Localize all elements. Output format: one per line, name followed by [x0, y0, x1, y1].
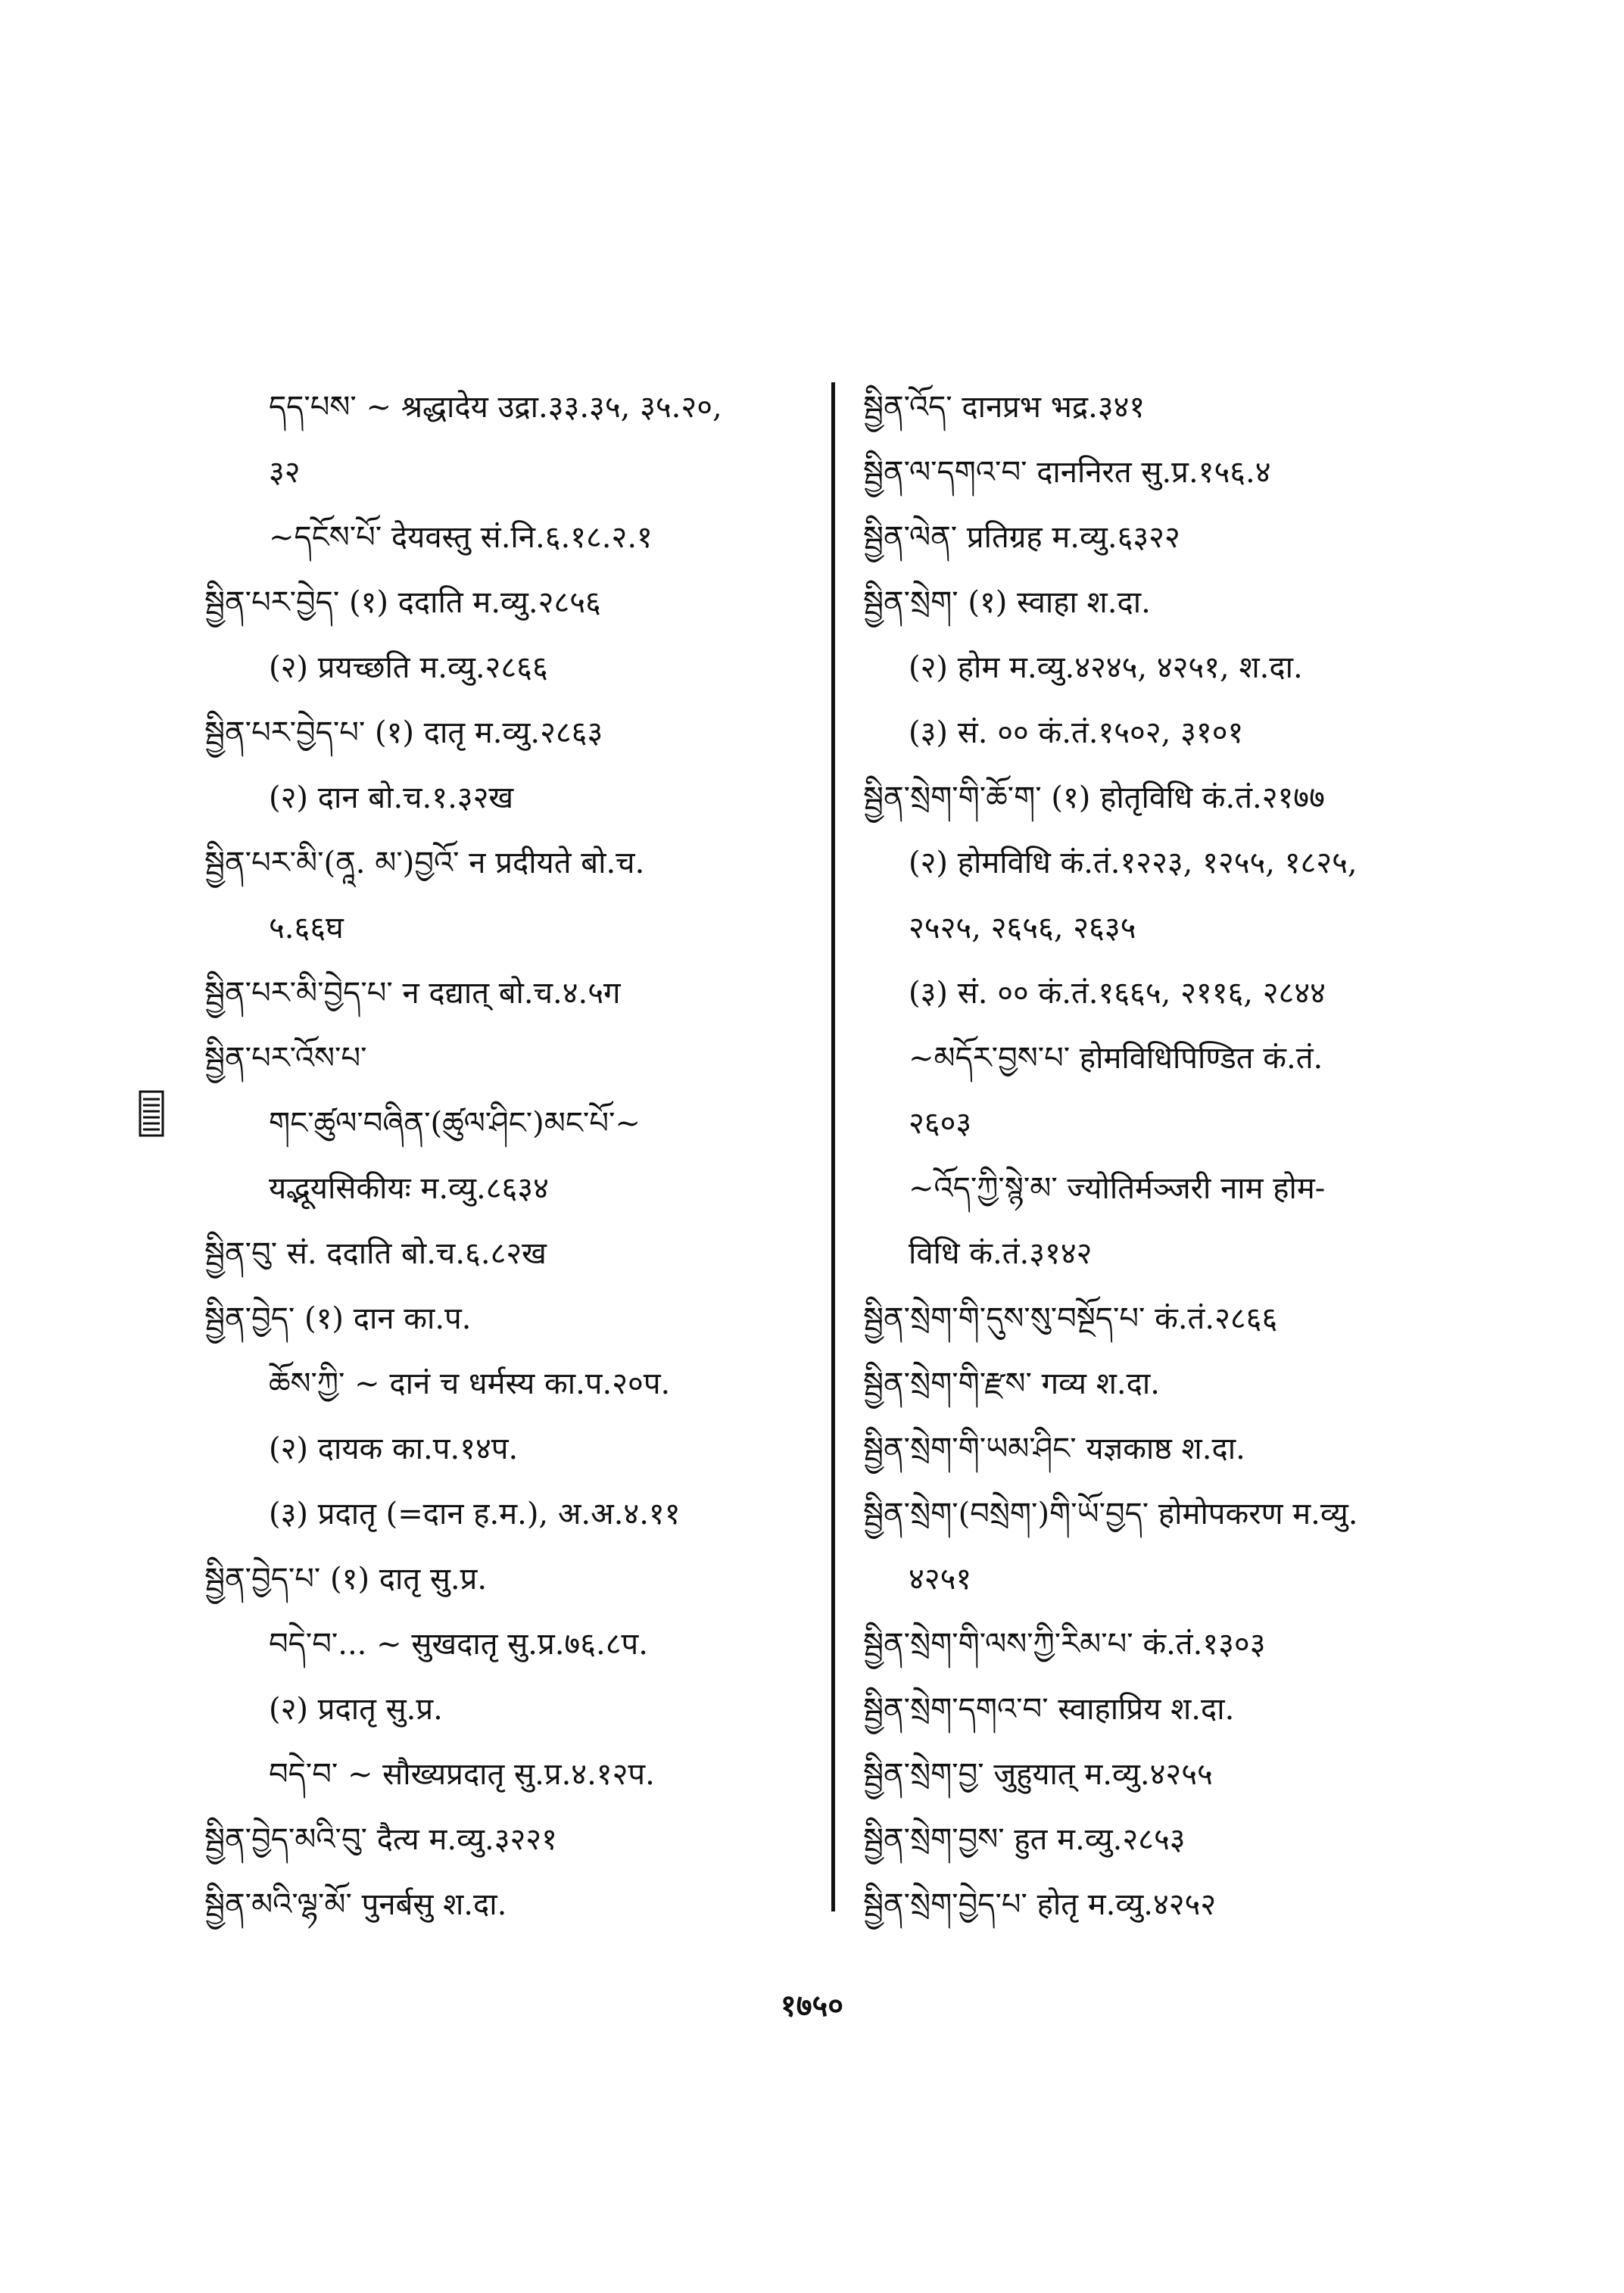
dictionary-headword-entry: སྦྱིན་སྲེག་དགའ་བ་ स्वाहाप्रिय श.दा.: [863, 1692, 1235, 1727]
dictionary-entry-continuation: ५.६६घ: [269, 911, 344, 946]
dictionary-entry-continuation: ३२: [269, 455, 301, 490]
dictionary-headword-entry: སྦྱིན་བྱེད་ (१) दान का.प.: [204, 1301, 472, 1336]
margin-marker-icon: [139, 1090, 164, 1137]
dictionary-entry-continuation: (३) सं. ०० कं.तं.१६६५, २११६, २८४४: [909, 976, 1326, 1011]
left-column: [204, 375, 803, 1937]
dictionary-entry-continuation: (२) होमविधि कं.तं.१२२३, १२५५, १८२५,: [909, 846, 1357, 880]
dictionary-headword-entry: སྦྱིན་པར་མི་བྱེད་པ་ न दद्यात् बो.च.४.५ग: [204, 976, 621, 1011]
dictionary-headword-entry: སྦྱིན་པར་བྱེད་ (१) ददाति म.व्यु.२८५६: [204, 585, 601, 620]
dictionary-entry-continuation: (२) होम म.व्यु.४२४५, ४२५१, श.दा.: [909, 650, 1303, 685]
dictionary-headword-entry: སྦྱིན་ལེན་ प्रतिग्रह म.व्यु.६३२२: [863, 520, 1180, 555]
dictionary-headword-entry: སྦྱིན་བྱེད་པ་ (१) दातृ सु.प्र.: [204, 1562, 488, 1597]
dictionary-entry-continuation: ~དངོས་པོ་ देयवस्तु सं.नि.६.१८.२.१: [269, 520, 653, 555]
dictionary-entry-continuation: (३) प्रदातृ (=दान ह.म.), अ.अ.४.११: [269, 1497, 681, 1531]
page-number: १७५०: [780, 1988, 844, 2024]
dictionary-headword-entry: སྦྱིན་འོད་ दानप्रभ भद्र.३४१: [863, 390, 1146, 425]
dictionary-entry-continuation: (२) दान बो.च.१.३२ख: [269, 780, 514, 815]
dictionary-headword-entry: སྦྱིན་སྲེག་གི་ལས་ཀྱི་རིམ་པ་ कं.तं.१३०३: [863, 1627, 1266, 1662]
dictionary-headword-entry: སྦྱིན་མའི་ལྷ་མོ་ पुनर्बसु श.दा.: [204, 1887, 507, 1922]
dictionary-headword-entry: སྦྱིན་པར་བྱེད་པ་ (१) दातृ म.व्यु.२८६३: [204, 715, 603, 750]
dictionary-headword-entry: སྦྱིན་ལ་དགའ་བ་ दाननिरत सु.प्र.१५६.४: [863, 455, 1271, 490]
dictionary-entry-continuation: ४२५१: [909, 1562, 972, 1597]
dictionary-entry-continuation: ~འོད་ཀྱི་སྙེ་མ་ ज्योतिर्मञ्जरी नाम होम-: [909, 1171, 1326, 1206]
dictionary-headword-entry: སྦྱིན་པར་འོས་པ་: [204, 1041, 367, 1076]
right-column: [863, 375, 1461, 1937]
dictionary-entry-continuation: (२) प्रदातृ सु.प्र.: [269, 1692, 443, 1727]
dictionary-entry-continuation: (२) प्रयच्छति म.व्यु.२८६६: [269, 650, 548, 685]
dictionary-entry-continuation: ~མདོར་བྱས་པ་ होमविधिपिण्डित कं.तं.: [909, 1041, 1323, 1076]
dictionary-headword-entry: སྦྱིན་སྲེག་གི་རྫས་ गव्य श.दा.: [863, 1366, 1160, 1401]
dictionary-entry-continuation: यद्भूयसिकीयः म.व्यु.८६३४: [269, 1171, 549, 1206]
dictionary-entry-continuation: དད་པས་ ~ श्रद्धादेय उद्रा.३३.३५, ३५.२०,: [269, 390, 722, 425]
dictionary-headword-entry: སྦྱིན་སྲེག་བྱེད་པ་ होतृ म.व्यु.४२५२: [863, 1887, 1217, 1922]
dictionary-entry-continuation: (३) सं. ०० कं.तं.१५०२, ३१०१: [909, 715, 1244, 750]
dictionary-headword-entry: སྦྱིན་བྱེད་མའི་བུ་ दैत्य म.व्यु.३२२१: [204, 1822, 557, 1857]
dictionary-headword-entry: སྦྱིན་སྲེག་གི་ཡམ་ཤིང་ यज्ञकाष्ठ श.दा.: [863, 1432, 1245, 1466]
dictionary-headword-entry: སྦྱིན་སྲེག་གི་དུས་སུ་བསྔོད་པ་ कं.तं.२८६६: [863, 1301, 1278, 1336]
dictionary-entry-continuation: གང་ཚུལ་བཞིན་(ཚུལ་ཤིང་)མང་པོ་~: [269, 1106, 641, 1141]
column-divider: [831, 382, 835, 1911]
dictionary-headword-entry: སྦྱིན་པར་མི་(ནཱ. མ་)བྱའོ་ न प्रदीयते बो.च.: [204, 846, 645, 880]
dictionary-headword-entry: སྦྱིན་སྲེག་ (१) स्वाहा श.दा.: [863, 585, 1151, 620]
dictionary-entry-continuation: २५२५, २६५६, २६३५: [909, 911, 1136, 946]
dictionary-entry-continuation: (२) दायक का.प.१४प.: [269, 1432, 519, 1466]
dictionary-entry-continuation: བདེ་བ་... ~ सुखदातृ सु.प्र.७६.८प.: [269, 1627, 648, 1662]
dictionary-entry-continuation: ཆོས་ཀྱི་ ~ दानं च धर्मस्य का.प.२०प.: [269, 1366, 671, 1401]
dictionary-headword-entry: སྦྱིན་སྲེག་གི་ཆོ་ག་ (१) होतृविधि कं.तं.२१७७: [863, 780, 1325, 815]
dictionary-headword-entry: སྦྱིན་སྲེག་བྱས་ हुत म.व्यु.२८५३: [863, 1822, 1186, 1857]
dictionary-entry-continuation: २६०३: [909, 1106, 972, 1141]
dictionary-entry-continuation: བདེ་བ་ ~ सौख्यप्रदातृ सु.प्र.४.१२प.: [269, 1757, 655, 1792]
dictionary-headword-entry: སྦྱིན་བུ་ सं. ददाति बो.च.६.८२ख: [204, 1236, 547, 1271]
dictionary-headword-entry: སྦྱིན་སྲེག་བྱ་ जुहुयात् म.व्यु.४२५५: [863, 1757, 1213, 1792]
dictionary-headword-entry: སྦྱིན་སྲེག་(བསྲེག་)གི་ཡོ་བྱད་ होमोपकरण म.व्यु.: [863, 1497, 1358, 1531]
dictionary-entry-continuation: विधि कं.तं.३१४२: [909, 1236, 1093, 1271]
